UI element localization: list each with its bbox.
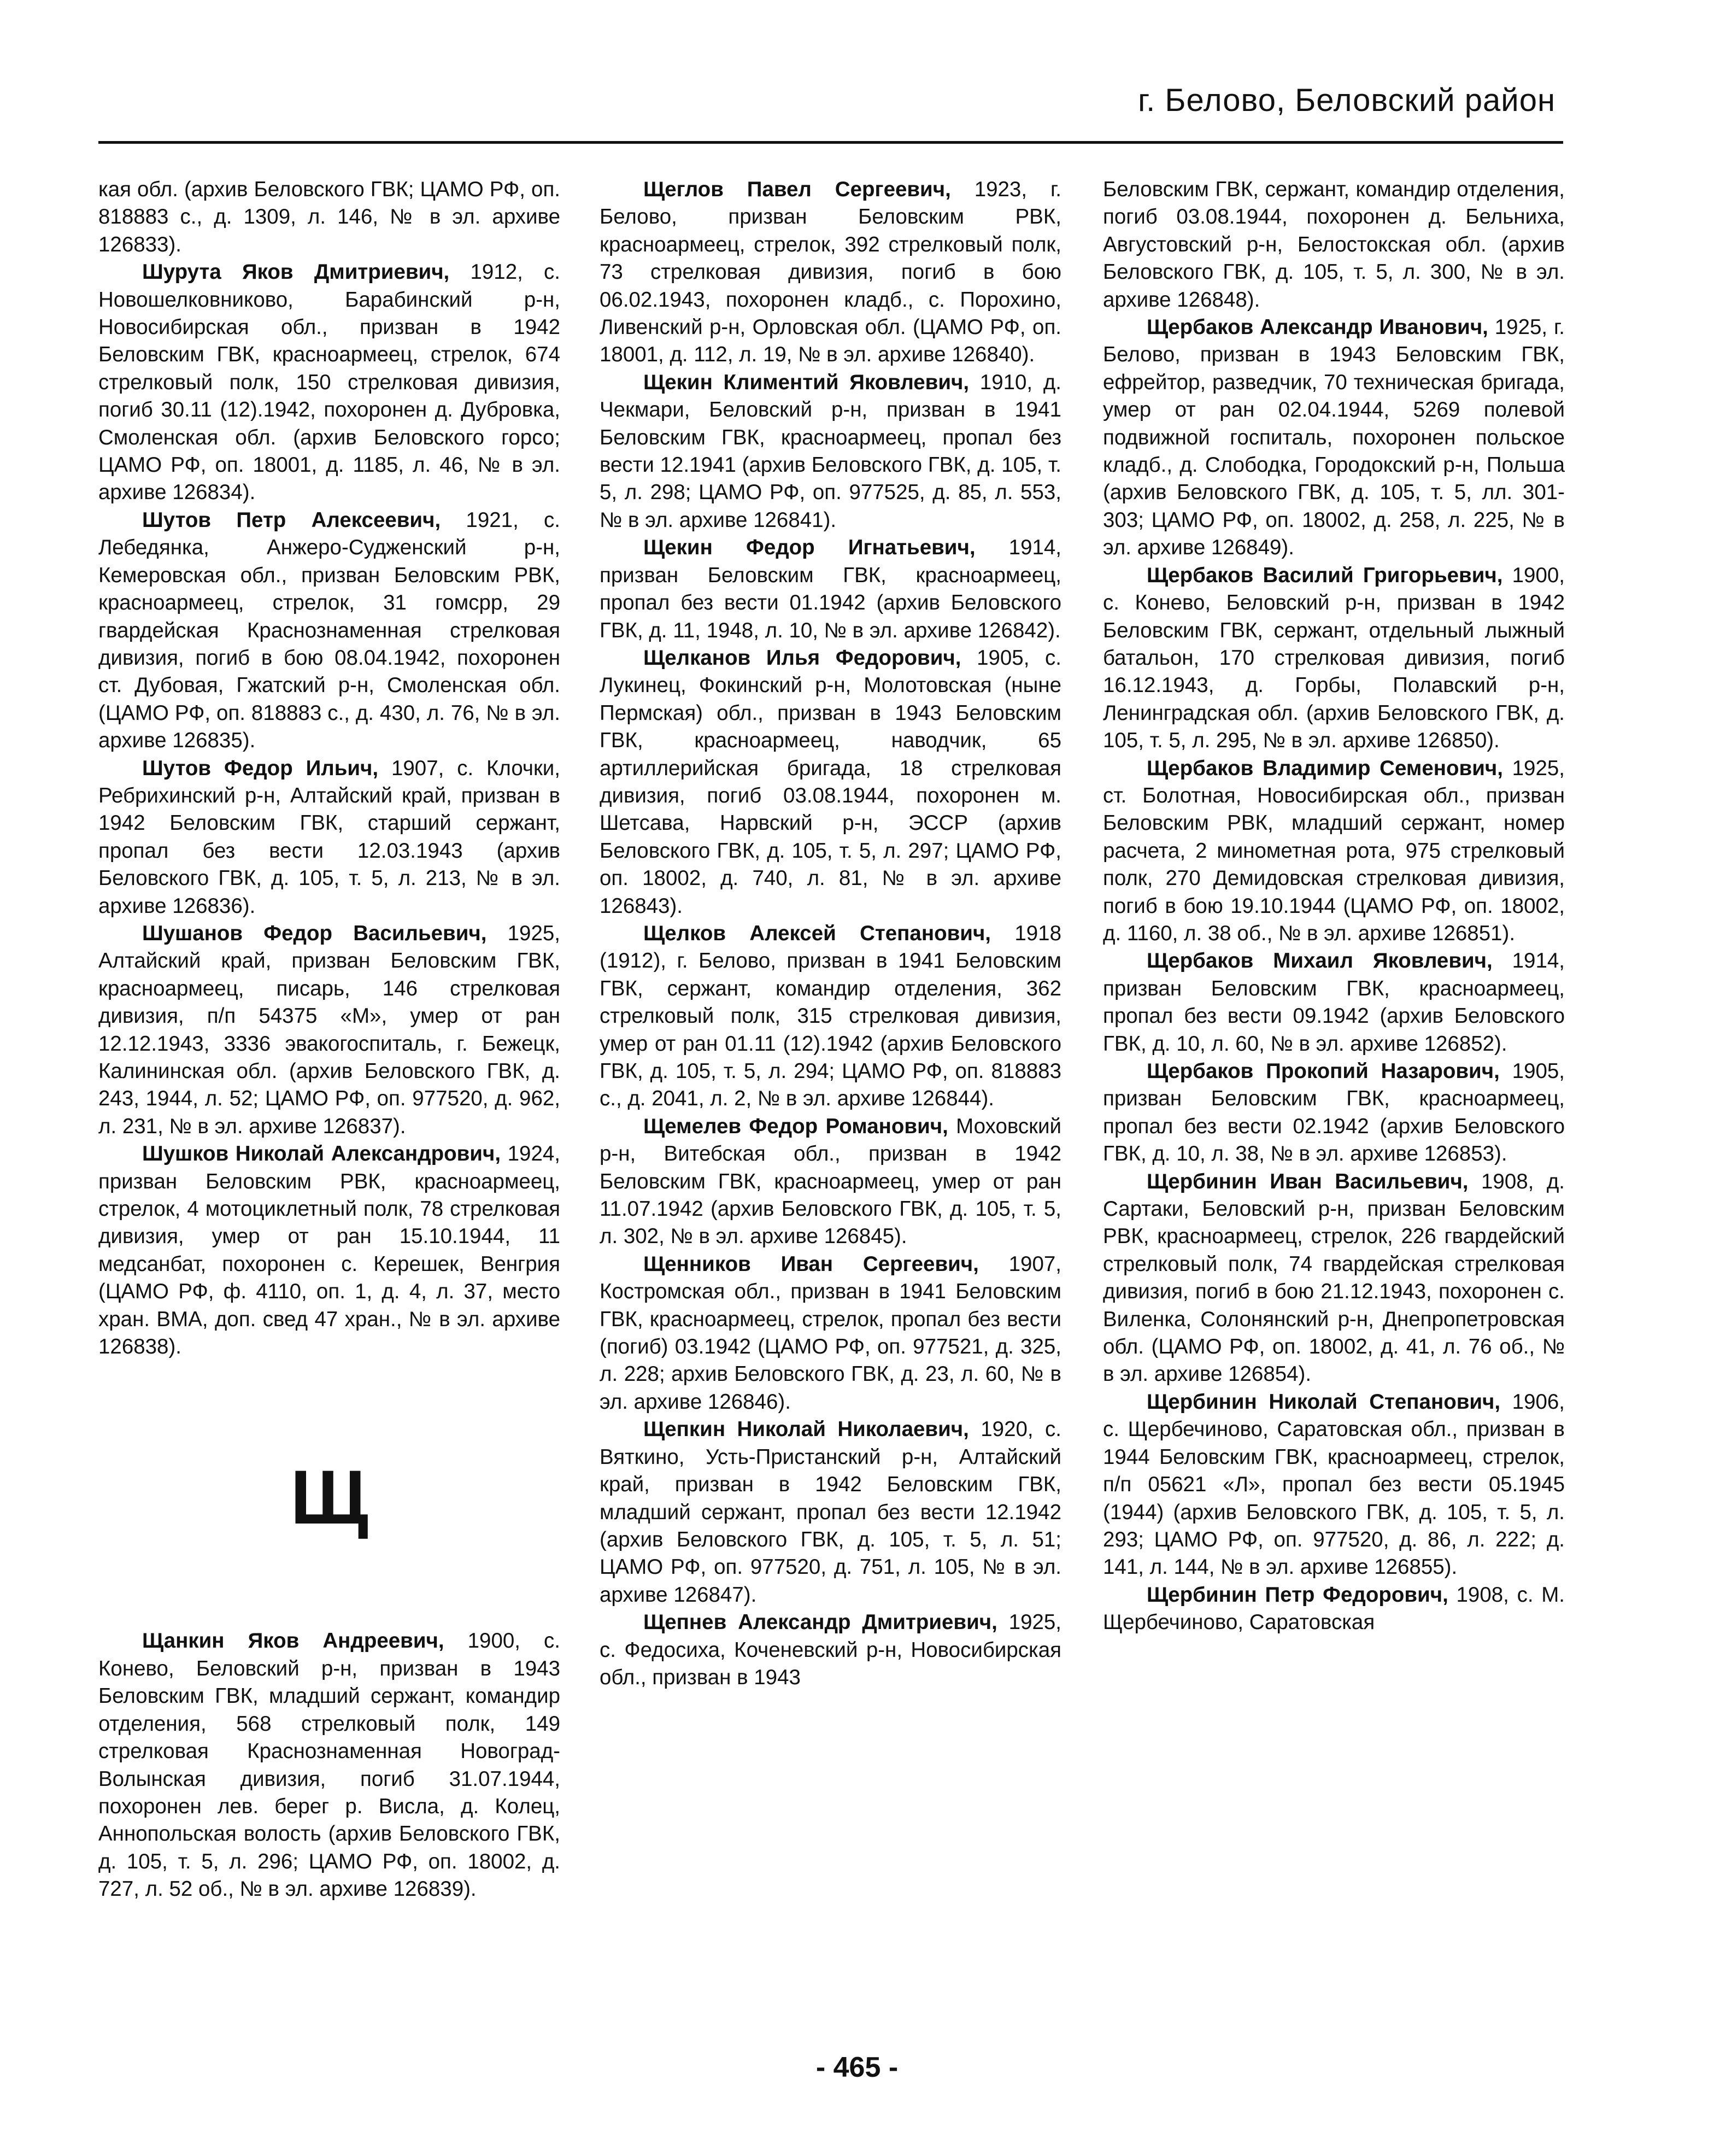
- entry: [98, 176, 560, 259]
- entry-name: Щепнев Александр Дмитриевич,: [643, 1610, 997, 1634]
- entry-text: 1908, с. М. Щербечиново, Саратовская: [1103, 1583, 1565, 1634]
- entry-name: Шутов Петр Алексеевич,: [142, 508, 441, 532]
- entry-name: Щенников Иван Сергеевич,: [643, 1252, 979, 1276]
- entry-name: Щербаков Александр Иванович,: [1147, 315, 1488, 339]
- entry: [1103, 1168, 1565, 1388]
- entry: [1103, 1581, 1565, 1637]
- entry-text: 1900, с. Конево, Беловский р-н, призван в 1943 Беловским ГВК, младший сержант, командир отделения, 568 стрелковый полк, 149 стрелковая Краснознаменная Новоград-Волынская дивизия, погиб 31.07.1944, похоронен лев. берег р. Висла, д. Колец, Аннопольская волость (архив Беловского ГВК, д. 105, т. 5, л. 296; ЦАМО РФ, оп. 18002, д. 727, л. 52 об., № в эл. архиве 126839).: [98, 1629, 561, 1901]
- entry: [600, 1416, 1061, 1609]
- entry-text: 1900, с. Конево, Беловский р-н, призван в 1942 Беловским ГВК, сержант, отдельный лыжный батальон, 170 стрелковая дивизия, погиб 16.12.1943, д. Горбы, Полавский р-н, Ленинградская обл. (архив Беловского ГВК, д. 105, т. 5, л. 295, № в эл. архиве 126850).: [1103, 563, 1565, 753]
- entry-name: Щекин Федор Игнатьевич,: [643, 536, 976, 560]
- entry: [1103, 1388, 1565, 1581]
- entry-name: Щепкин Николай Николаевич,: [643, 1417, 969, 1442]
- entry: [98, 755, 560, 920]
- column-3: [1103, 176, 1565, 1637]
- entry: [600, 1113, 1061, 1251]
- entry: [98, 507, 560, 755]
- entry-text: 1925, с. Федосиха, Коченевский р-н, Новосибирская обл., призван в 1943: [600, 1610, 1061, 1689]
- entry: [98, 1627, 560, 1903]
- entry-text: Моховский р-н, Витебская обл., призван в 1942 Беловским ГВК, красноармеец, умер от ран 11.07.1942 (архив Беловского ГВК, д. 105, т. 5, л. 302, № в эл. архиве 126845).: [600, 1114, 1061, 1249]
- header-rule: [98, 141, 1563, 144]
- entry: [1103, 176, 1565, 314]
- entry: [600, 176, 1061, 369]
- entry: [1103, 1058, 1565, 1168]
- entry-name: Шутов Федор Ильич,: [142, 756, 379, 780]
- entry-text: кая обл. (архив Беловского ГВК; ЦАМО РФ, оп. 818883 с., д. 1309, л. 146, № в эл. архиве 126833).: [98, 178, 560, 256]
- entry-text: Беловским ГВК, сержант, командир отделения, погиб 03.08.1944, похоронен д. Бельниха, Августовский р-н, Белостокская обл. (архив Беловского ГВК, д. 105, т. 5, л. 300, № в эл. архиве 126848).: [1103, 178, 1565, 312]
- entry-name: Щербаков Михаил Яковлевич,: [1147, 949, 1493, 973]
- entry: [1103, 562, 1565, 755]
- entry-text: 1905, призван Беловским ГВК, красноармеец, пропал без вести 02.1942 (архив Беловского ГВК, д. 10, л. 38, № в эл. архиве 126853).: [1103, 1059, 1565, 1166]
- entry: [1103, 755, 1565, 948]
- entry: [600, 534, 1061, 645]
- entry-name: Щемелев Федор Романович,: [643, 1114, 948, 1138]
- entry: [98, 920, 560, 1140]
- entry-text: 1925, ст. Болотная, Новосибирская обл., призван Беловским РВК, младший сержант, номер расчета, 2 минометная рота, 975 стрелковый полк, 270 Демидовская стрелковая дивизия, погиб в бою 19.10.1944 (ЦАМО РФ, оп. 18002, д. 1160, л. 38 об., № в эл. архиве 126851).: [1103, 756, 1565, 945]
- entry-text: 1908, д. Сартаки, Беловский р-н, призван Беловским РВК, красноармеец, стрелок, 226 гвардейский стрелковый полк, 74 гвардейская стрелковая дивизия, погиб в бою 21.12.1943, похоронен с. Виленка, Солонянский р-н, Днепропетровская обл. (ЦАМО РФ, оп. 18002, д. 41, л. 76 об., № в эл. архиве 126854).: [1103, 1169, 1565, 1386]
- entry-text: 1914, призван Беловским ГВК, красноармеец, пропал без вести 01.1942 (архив Беловского ГВК, д. 11, 1948, л. 10, № в эл. архиве 126842).: [600, 536, 1061, 642]
- entry-text: 1923, г. Белово, призван Беловским РВК, красноармеец, стрелок, 392 стрелковый полк, 73 стрелковая дивизия, погиб в бою 06.02.1943, похоронен кладб., с. Порохино, Ливенский р-н, Орловская обл. (ЦАМО РФ, оп. 18001, д. 112, л. 19, № в эл. архиве 126840).: [600, 178, 1061, 367]
- column-1: [98, 176, 560, 1903]
- page-number: - 465 -: [815, 2052, 899, 2083]
- entry-name: Щербаков Прокопий Назарович,: [1147, 1059, 1500, 1083]
- column-2: [600, 176, 1061, 1691]
- entry-text: 1910, д. Чекмари, Беловский р-н, призван в 1941 Беловским ГВК, красноармеец, пропал без вести 12.1941 (архив Беловского ГВК, д. 105, т. 5, л. 298; ЦАМО РФ, оп. 977525, д. 85, л. 553, № в эл. архиве 126841).: [600, 370, 1061, 532]
- entry: [600, 369, 1061, 534]
- entry-text: 1912, с. Новошелковниково, Барабинский р-н, Новосибирская обл., призван в 1942 Беловским ГВК, красноармеец, стрелок, 674 стрелковый полк, 150 стрелковая дивизия, погиб 30.11 (12).1942, похоронен д. Дубровка, Смоленская обл. (архив Беловского горсо; ЦАМО РФ, оп. 18001, д. 1185, л. 46, № в эл. архиве 126834).: [98, 260, 560, 505]
- entry-text: 1925, Алтайский край, призван Беловским ГВК, красноармеец, писарь, 146 стрелковая дивизия, п/п 54375 «М», умер от ран 12.12.1943, 3336 эвакогоспиталь, г. Бежецк, Калининская обл. (архив Беловского ГВК, д. 243, 1944, л. 52; ЦАМО РФ, оп. 977520, д. 962, л. 231, № в эл. архиве 126837).: [98, 921, 560, 1138]
- entry-name: Щербинин Иван Васильевич,: [1147, 1169, 1469, 1193]
- entry-text: 1907, Костромская обл., призван в 1941 Беловским ГВК, красноармеец, стрелок, пропал без вести (погиб) 03.1942 (ЦАМО РФ, оп. 977521, д. 325, л. 228; архив Беловского ГВК, д. 23, л. 60, № в эл. архиве 126846).: [600, 1252, 1061, 1414]
- entry-text: 1905, с. Лукинец, Фокинский р-н, Молотовская (ныне Пермская) обл., призван в 1943 Беловским ГВК, красноармеец, наводчик, 65 артиллерийская бригада, 18 стрелковая дивизия, погиб 03.08.1944, похоронен м. Шетсава, Нарвский р-н, ЭССР (архив Беловского ГВК, д. 105, т. 5, л. 297; ЦАМО РФ, оп. 18002, д. 740, л. 81, № в эл. архиве 126843).: [600, 646, 1061, 918]
- entry-text: 1907, с. Клочки, Ребрихинский р-н, Алтайский край, призван в 1942 Беловским ГВК, старший сержант, пропал без вести 12.03.1943 (архив Беловского ГВК, д. 105, т. 5, л. 213, № в эл. архиве 126836).: [98, 756, 560, 918]
- entry-text: 1920, с. Вяткино, Усть-Пристанский р-н, Алтайский край, призван в 1942 Беловским ГВК, младший сержант, пропал без вести 12.1942 (архив Беловского ГВК, д. 105, т. 5, л. 51; ЦАМО РФ, оп. 977520, д. 751, л. 105, № в эл. архиве 126847).: [600, 1417, 1061, 1607]
- entry-name: Шурута Яков Дмитриевич,: [142, 260, 450, 284]
- entry: [600, 1609, 1061, 1691]
- entry-text: 1921, с. Лебедянка, Анжеро-Судженский р-н, Кемеровская обл., призван Беловским РВК, красноармеец, стрелок, 31 гомсрр, 29 гвардейская Краснознаменная стрелковая дивизия, погиб в бою 08.04.1942, похоронен ст. Дубовая, Гжатский р-н, Смоленская обл. (ЦАМО РФ, оп. 818883 с., д. 430, л. 76, № в эл. архиве 126835).: [98, 508, 560, 753]
- entry: [600, 1251, 1061, 1416]
- entry-name: Щелков Алексей Степанович,: [643, 921, 991, 945]
- entry: [600, 920, 1061, 1113]
- entry-name: Щеглов Павел Сергеевич,: [643, 178, 951, 201]
- entry-name: Щелканов Илья Федорович,: [643, 646, 961, 670]
- entry-name: Шушанов Федор Васильевич,: [142, 921, 487, 945]
- entry-text: 1925, г. Белово, призван в 1943 Беловским ГВК, ефрейтор, разведчик, 70 техническая бригада, умер от ран 02.04.1944, 5269 полевой подвижной госпиталь, похоронен польское кладб., д. Слободка, Городокский р-н, Польша (архив Беловского ГВК, д. 105, т. 5, лл. 301-303; ЦАМО РФ, оп. 18002, д. 258, л. 225, № в эл. архиве 126849).: [1103, 315, 1565, 560]
- entry-name: Щербаков Владимир Семенович,: [1147, 756, 1503, 780]
- entry: [1103, 947, 1565, 1058]
- section-letter: Щ: [290, 1454, 368, 1540]
- entry-name: Щербинин Петр Федорович,: [1147, 1583, 1448, 1607]
- entry-text: 1906, с. Щербечиново, Саратовская обл., призван в 1944 Беловским ГВК, красноармеец, стрелок, п/п 05621 «Л», пропал без вести 05.1945 (1944) (архив Беловского ГВК, д. 105, т. 5, л. 293; ЦАМО РФ, оп. 977520, д. 86, л. 222; д. 141, л. 144, № в эл. архиве 126855).: [1103, 1390, 1565, 1579]
- entry-name: Щербинин Николай Степанович,: [1147, 1390, 1501, 1414]
- entry: [1103, 314, 1565, 562]
- entry-text: 1918 (1912), г. Белово, призван в 1941 Беловским ГВК, сержант, командир отделения, 362 стрелковый полк, 315 стрелковая дивизия, умер от ран 01.11 (12).1942 (архив Беловского ГВК, д. 105, т. 5, л. 294; ЦАМО РФ, оп. 818883 с., д. 2041, л. 2, № в эл. архиве 126844).: [600, 921, 1061, 1111]
- entry: [98, 259, 560, 507]
- entry-name: Щербаков Василий Григорьевич,: [1147, 563, 1503, 587]
- entry: [98, 1140, 560, 1361]
- entry-name: Щекин Климентий Яковлевич,: [643, 370, 970, 394]
- entry-name: Шушков Николай Александрович,: [142, 1142, 501, 1166]
- entry-text: 1924, призван Беловским РВК, красноармеец, стрелок, 4 мотоциклетный полк, 78 стрелковая дивизия, умер от ран 15.10.1944, 11 медсанбат, похоронен с. Керешек, Венгрия (ЦАМО РФ, ф. 4110, оп. 1, д. 4, л. 37, место хран. ВМА, доп. свед 47 хран., № в эл. архиве 126838).: [98, 1142, 560, 1359]
- entry-name: Щанкин Яков Андреевич,: [142, 1629, 444, 1653]
- running-header: г. Белово, Беловский район: [1138, 83, 1555, 118]
- entry-text: 1914, призван Беловским ГВК, красноармеец, пропал без вести 09.1942 (архив Беловского ГВК, д. 10, л. 60, № в эл. архиве 126852).: [1103, 949, 1565, 1056]
- entry: [600, 645, 1061, 920]
